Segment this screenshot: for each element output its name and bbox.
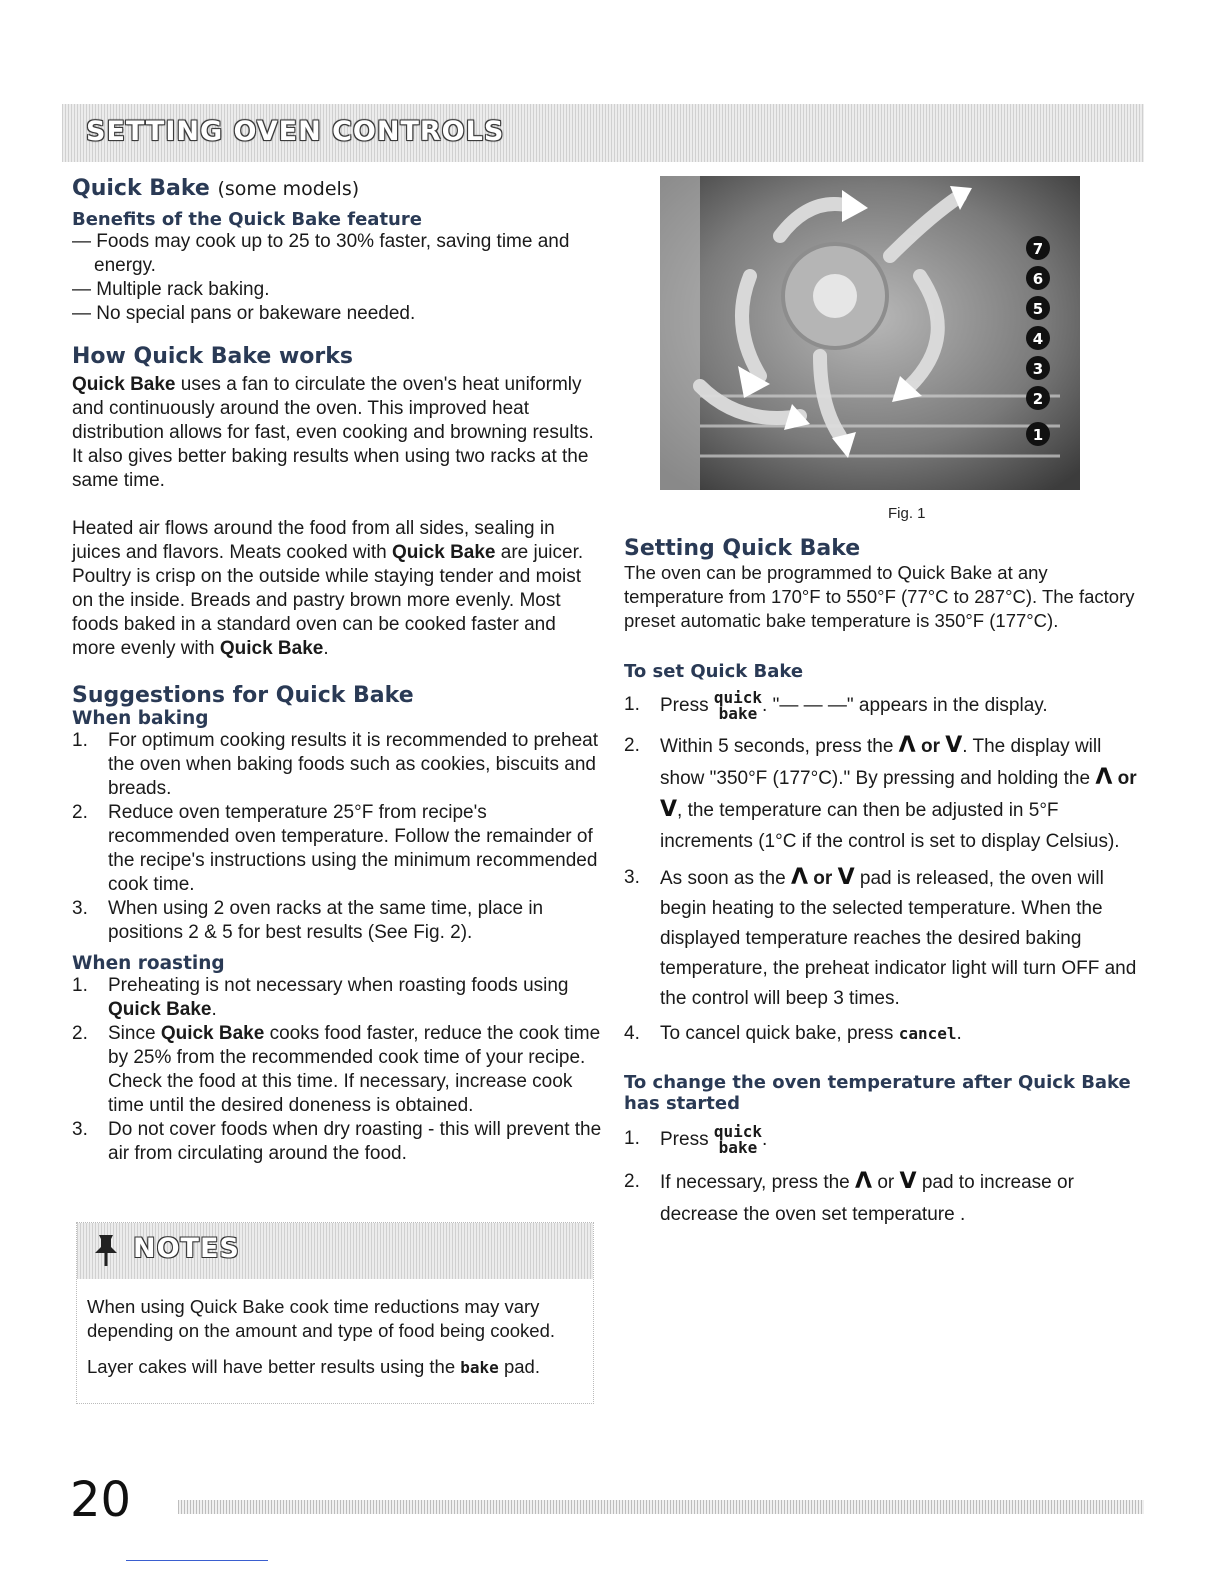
note-text: pad. [498,1356,540,1377]
notes-title: NOTES [133,1233,240,1264]
bold-term: Quick Bake [72,374,176,395]
list-item [72,729,602,801]
list-text: . The display will show "350°F (177°C)." By pressing and holding the [660,736,1102,789]
up-arrow-icon: Λ [1095,765,1113,790]
list-number: 1. [624,694,640,715]
list-item [72,801,602,897]
list-item [72,897,602,945]
or-text: or [920,736,940,757]
list-item [624,1022,1144,1046]
notes-body [77,1279,593,1380]
when-baking-heading: When baking [72,708,209,729]
list-item [624,690,1144,722]
list-text: pad to increase or decrease the oven set temperature . [660,1172,1074,1225]
note-text: Layer cakes will have better results using the [87,1356,461,1377]
paragraph-text: . [323,638,329,659]
footer-rule [178,1500,1144,1514]
list-item [624,1166,1144,1231]
notes-header [77,1223,593,1279]
bold-term: Quick Bake [392,542,496,563]
notes-box [76,1222,594,1404]
or-text: or [813,868,833,889]
paragraph-text: are juicer. Poultry is crisp on the outside while staying tender and moist on the inside. Breads and pastry brown more evenly. Most foods baked in a standard oven can be cooked faster and more evenly with [72,542,584,659]
down-arrow-icon: V [837,865,855,890]
rack-position-label: 7 [1032,240,1044,258]
list-number: 2. [624,1171,640,1192]
list-number: 2. [624,735,640,756]
benefits-heading: Benefits of the Quick Bake feature [72,209,422,230]
list-text: For optimum cooking results it is recommended to preheat the oven when baking foods such as cookies, biscuits and breads. [108,730,598,799]
oven-interior-image [660,176,1080,490]
list-number: 1. [624,1128,640,1149]
list-text: . [956,1023,962,1044]
list-item [72,1118,602,1166]
note-line: When using Quick Bake cook time reductions may vary depending on the amount and type of food being cooked. [87,1296,556,1341]
rack-position-label: 2 [1032,390,1044,408]
paragraph-text: uses a fan to circulate the oven's heat uniformly and continuously around the oven. This improved heat distribution allows for fast, even cooking and browning results. It also gives better baking results when using two racks at the same time. [72,374,594,491]
quick-bake-heading [72,176,602,201]
list-number: 4. [624,1023,640,1044]
bake-key-label: bake [460,1358,499,1377]
list-number: 2. [72,1023,88,1044]
benefit-item: — Foods may cook up to 25 to 30% faster, saving time and energy. [72,231,570,276]
page-number: 20 [70,1472,132,1528]
quick-bake-heading-text: Quick Bake [72,176,210,201]
key-label-bottom: bake [718,1138,758,1157]
rack-position-label: 4 [1032,330,1044,348]
list-text: pad is released, the oven will begin heating to the selected temperature. When the displayed temperature reaches the desired baking temperature, the preheat indicator light will turn OFF and the control will beep 3 times. [660,868,1137,1009]
bold-term: Quick Bake [160,1023,265,1044]
list-text: Within 5 seconds, press the [660,736,899,757]
when-roasting-heading: When roasting [72,953,225,974]
figure-caption: Fig. 1 [888,505,926,522]
how-it-works-heading: How Quick Bake works [72,344,353,369]
or-text: or [1117,768,1137,789]
how-it-works-paragraph-2 [72,517,602,661]
key-label-bottom: bake [718,704,758,723]
up-arrow-icon: Λ [855,1169,873,1194]
list-item [624,1124,1144,1156]
section-title: SETTING OVEN CONTROLS [86,116,505,147]
list-text: Since [108,1023,161,1044]
list-item [72,1022,602,1118]
list-text: . "— — —" appears in the display. [762,695,1048,717]
roasting-list [72,974,602,1166]
pushpin-icon [91,1233,121,1272]
change-steps [624,1124,1144,1231]
change-temp-heading: To change the oven temperature after Quick Bake has started [624,1072,1131,1114]
or-text: or [877,1172,895,1193]
cancel-key-label: cancel [898,1024,957,1043]
rack-position-label: 1 [1032,426,1044,444]
quick-bake-key [714,1124,762,1156]
list-item [72,974,602,1022]
how-it-works-paragraph-1 [72,373,602,493]
list-number: 2. [72,802,88,823]
bottom-divider [126,1560,268,1561]
list-text: To cancel quick bake, press [660,1023,899,1044]
benefit-item: — Multiple rack baking. [72,279,270,300]
down-arrow-icon: V [945,733,963,758]
list-text: If necessary, press the [660,1172,856,1193]
list-text: cooks food faster, reduce the cook time by 25% from the recommended cook time of your recipe. Check the food at this time. If necessary, increase cook time until the desired doneness is obtained. [108,1023,601,1116]
rack-position-label: 6 [1032,270,1044,288]
list-text: Press [660,695,714,717]
setting-quick-bake-heading: Setting Quick Bake [624,536,861,561]
list-text: Press [660,1129,714,1151]
rack-position-label: 3 [1032,360,1044,378]
key-label-top: quick [713,688,763,707]
baking-list [72,729,602,945]
list-text: As soon as the [660,868,791,889]
list-number: 3. [72,1119,88,1140]
left-column [72,176,602,1166]
setting-intro: The oven can be programmed to Quick Bake at any temperature from 170°F to 550°F (77°C to 287°C). The factory preset automatic bake temperature is 350°F (177°C). [624,562,1135,631]
rack-position-label: 5 [1032,300,1044,318]
list-text: . [211,999,217,1020]
up-arrow-icon: Λ [790,865,808,890]
list-item [624,730,1144,857]
list-number: 1. [72,730,88,751]
section-banner [62,104,1144,162]
quick-bake-heading-aside: (some models) [217,178,360,200]
suggestions-heading: Suggestions for Quick Bake [72,683,414,708]
list-text: , the temperature can then be adjusted in 5°F increments (1°C if the control is set to display Celsius). [660,800,1120,852]
bold-term: Quick Bake [219,638,324,659]
up-arrow-icon: Λ [898,733,916,758]
list-number: 3. [72,898,88,919]
to-set-heading: To set Quick Bake [624,661,804,682]
note-line [87,1355,583,1380]
list-text: Do not cover foods when dry roasting - this will prevent the air from circulating around the food. [108,1119,602,1164]
oven-fan-illustration [660,176,1080,490]
set-steps [624,690,1144,1046]
paragraph-text: Heated air flows around the food from all sides, sealing in juices and flavors. Meats cooked with [72,518,555,563]
list-number: 3. [624,867,640,888]
benefit-item: — No special pans or bakeware needed. [72,303,416,324]
list-text: Reduce oven temperature 25°F from recipe's recommended oven temperature. Follow the remainder of the recipe's instructions using the minimum recommended cook time. [108,802,598,895]
list-number: 1. [72,975,88,996]
key-label-top: quick [713,1122,763,1141]
list-item [624,863,1144,1014]
list-text: . [762,1129,768,1151]
list-text: Preheating is not necessary when roasting foods using [108,975,569,996]
bold-term: Quick Bake [108,999,212,1020]
down-arrow-icon: V [660,797,678,822]
down-arrow-icon: V [899,1169,917,1194]
quick-bake-key [714,690,762,722]
list-text: When using 2 oven racks at the same time, place in positions 2 & 5 for best results (See Fig. 2). [108,898,544,943]
right-column [624,536,1144,1231]
